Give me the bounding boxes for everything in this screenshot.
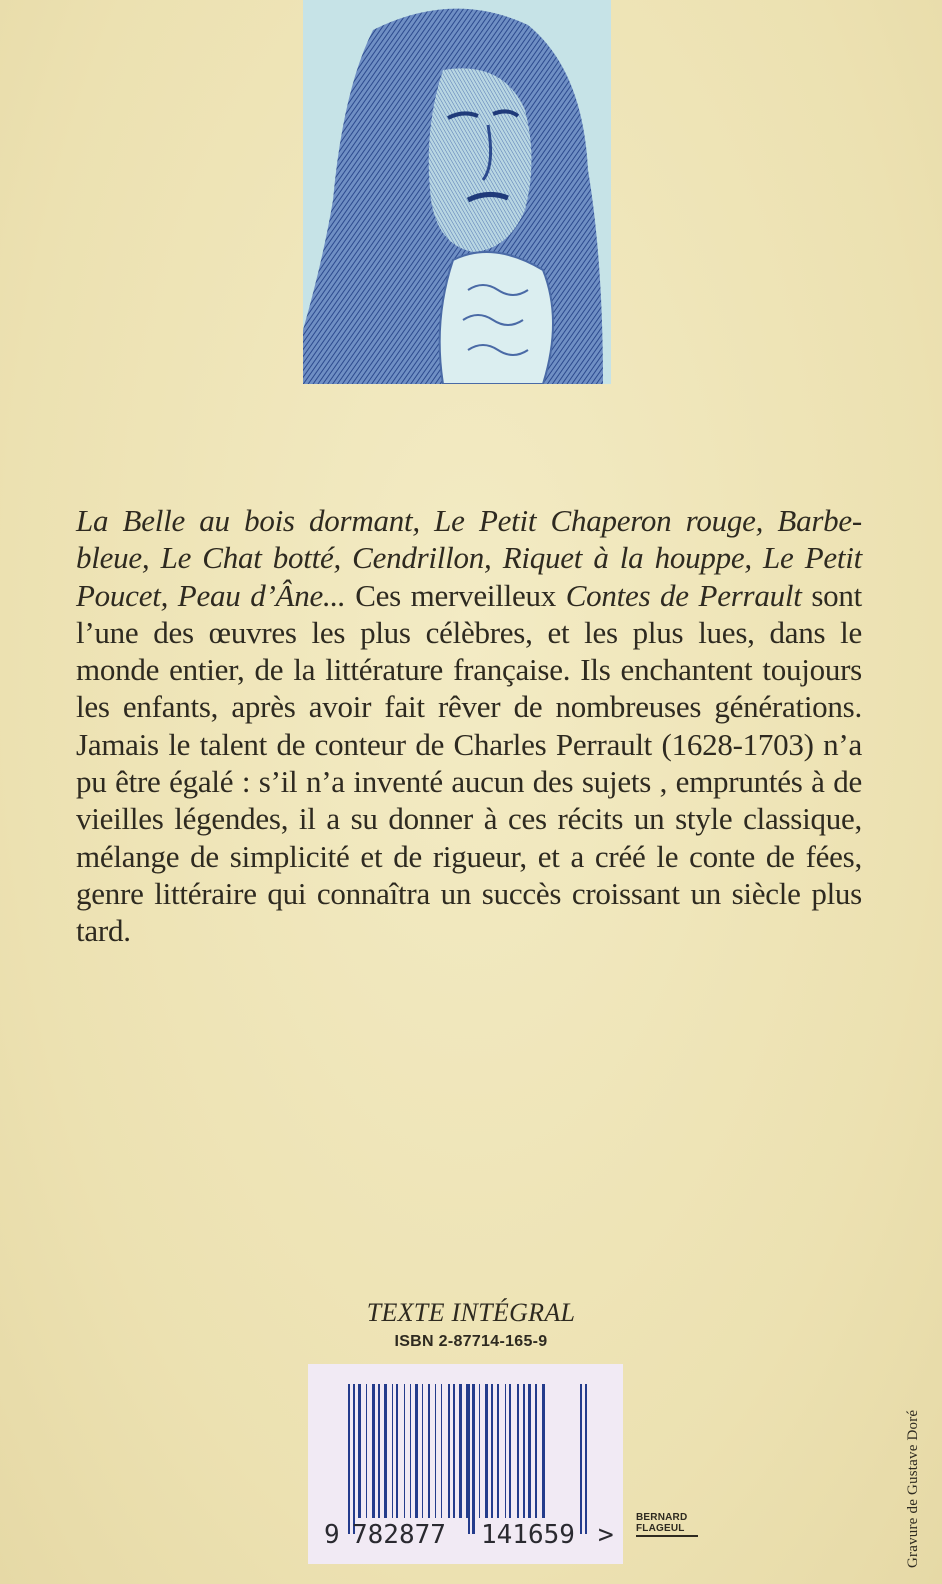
- barcode-bar: [422, 1384, 423, 1518]
- barcode-bar: [473, 1384, 475, 1534]
- publisher-line2: FLAGEUL: [636, 1523, 698, 1537]
- barcode-bar: [448, 1384, 450, 1518]
- barcode-bar: [415, 1384, 418, 1518]
- barcode-digits-left: 782877: [352, 1520, 446, 1550]
- barcode-bar: [428, 1384, 430, 1518]
- barcode-bar: [435, 1384, 436, 1518]
- barcode-bar: [372, 1384, 375, 1518]
- back-cover-blurb: [76, 502, 862, 950]
- barcode-bar: [509, 1384, 511, 1518]
- engraving-credit: Gravure de Gustave Doré: [905, 1409, 921, 1568]
- barcode-bar: [384, 1384, 387, 1518]
- barcode-bar: [497, 1384, 499, 1518]
- barcode-bar: [404, 1384, 405, 1518]
- barcode-bar: [485, 1384, 488, 1518]
- publisher-logo: [636, 1512, 698, 1537]
- barcode-bar: [441, 1384, 442, 1518]
- barcode-bar: [580, 1384, 582, 1534]
- barcode-bar: [517, 1384, 519, 1518]
- barcode-digits-right: 141659: [481, 1520, 575, 1550]
- barcode-bar: [523, 1384, 525, 1518]
- barcode-bar: [472, 1384, 473, 1534]
- barcode-bar: [392, 1384, 393, 1518]
- barcode-bar: [479, 1384, 480, 1518]
- barcode-bar: [358, 1384, 361, 1518]
- barcode-digit-lead: 9: [324, 1520, 340, 1550]
- barcode-bar: [491, 1384, 493, 1518]
- blurb-italic-contes: Contes de Perrault: [565, 577, 802, 613]
- barcode-bar: [453, 1384, 455, 1518]
- barcode-bar: [535, 1384, 537, 1518]
- barcode-bar: [410, 1384, 411, 1518]
- blurb-italic-titles: La Belle au bois dormant, Le Petit Chaperon rouge, Barbe-bleue, Le Chat botté, Cendrillon, Riquet à la houppe, Le Petit Poucet, Peau d’Âne...: [76, 503, 862, 613]
- barcode-bar: [396, 1384, 398, 1518]
- barcode-bar: [466, 1384, 468, 1518]
- barcode-bar: [366, 1384, 367, 1518]
- isbn-label: ISBN 2-87714-165-9: [394, 1333, 548, 1350]
- barcode: [308, 1364, 623, 1564]
- barcode-bar: [542, 1384, 545, 1518]
- barcode-bar: [585, 1384, 587, 1534]
- portrait-engraving: [303, 0, 611, 384]
- barcode-bar: [505, 1384, 506, 1518]
- edition-label: TEXTE INTÉGRAL: [366, 1298, 576, 1327]
- barcode-digits: [308, 1520, 623, 1560]
- barcode-bar: [528, 1384, 531, 1518]
- barcode-bar: [353, 1384, 355, 1534]
- barcode-digit-tail: >: [598, 1520, 614, 1550]
- barcode-bar: [378, 1384, 380, 1518]
- blurb-text-1: Ces merveilleux: [345, 577, 566, 613]
- barcode-bar: [459, 1384, 462, 1518]
- barcode-bar: [348, 1384, 350, 1534]
- blurb-text-2: sont l’une des œuvres les plus célèbres, et les plus lues, dans le monde entier, de la littérature française. Ils enchantent toujours les enfants, après avoir fait rêver de nombreuses générations. Jamais le talent de conteur de Charles Perrault (1628-1703) n’a pu être égalé : s’il n’a inventé aucun des sujets , empruntés à de vieilles légendes, il a su donner à ces récits un style classique, mélange de simplicité et de rigueur, et a créé le conte de fées, genre littéraire qui connaîtra un succès croissant un siècle plus tard.: [76, 577, 862, 949]
- barcode-bar: [468, 1384, 470, 1534]
- publisher-line1: BERNARD: [636, 1512, 688, 1523]
